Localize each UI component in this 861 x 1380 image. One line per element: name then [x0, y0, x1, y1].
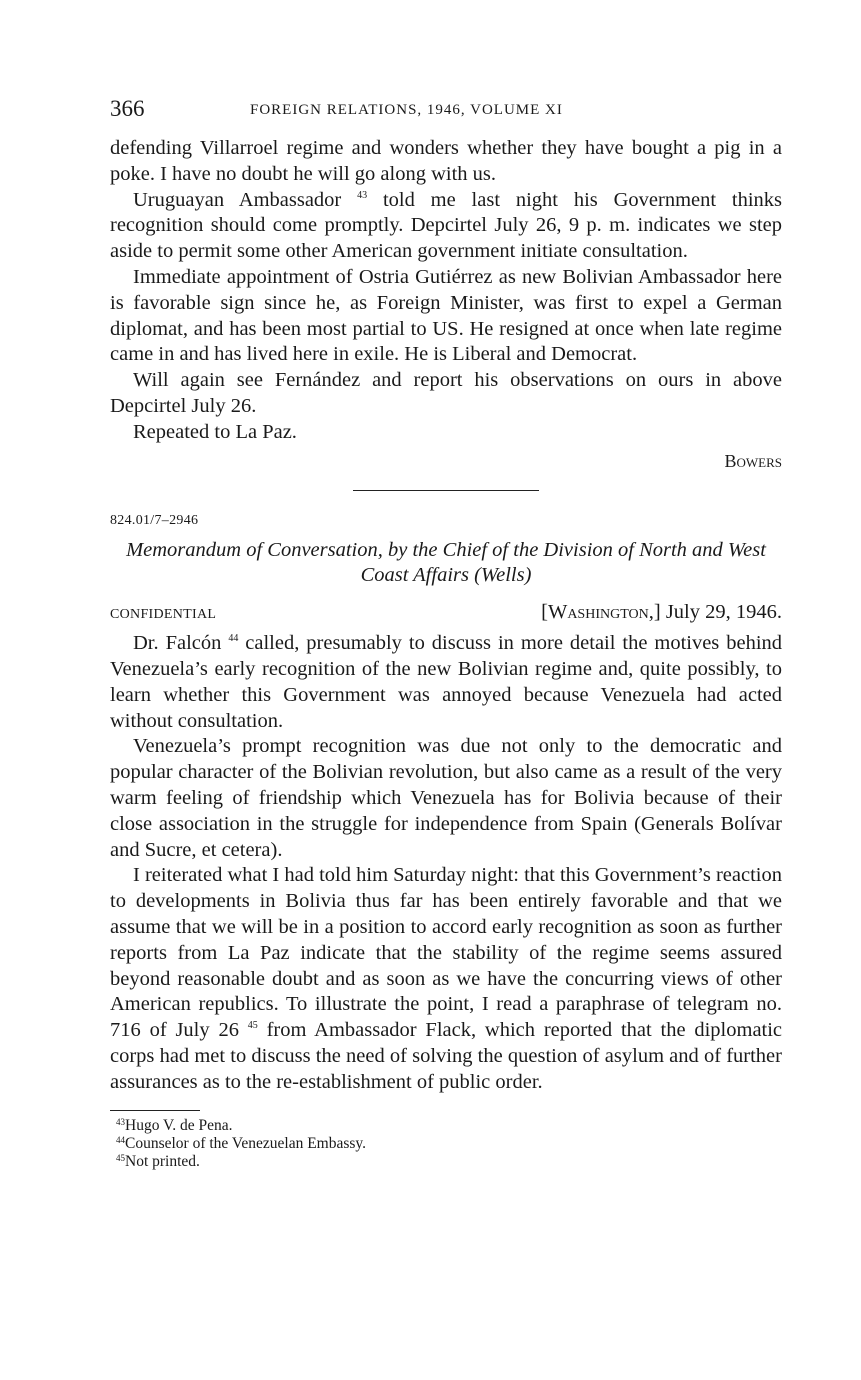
footnote: $^{45}$Not printed. [116, 1152, 200, 1170]
footnote-ref: 44 [228, 633, 239, 645]
page-number: 366 [110, 96, 145, 121]
telegram-continuation [110, 136, 782, 474]
paragraph: Uruguayan Ambassador $^{43}$ told me last night his Government thinks recognition should come promptly. Depcirtel July 26, 9 p. m. indicates we step aside to permit some other American government initiate consultation. [110, 188, 783, 263]
paragraph: I reiterated what I had told him Saturday night: that this Government’s reaction to developments in Bolivia thus far has been entirely favorable and that we assume that we will be in a position to accord early recognition as soon as further reports from La Paz indicate that the stability of the regime seems assured beyond reasonable doubt and as soon as we have the concurring views of other American republics. To illustrate the point, I read a paraphrase of telegram no. 716 of July 26 $^{45}$ from Ambassador Flack, which reported that the diplomatic corps had met to discuss the need of solving the question of asylum and of further assurances as to the re-establishment of public order. [110, 864, 783, 1093]
footnote: $^{43}$Hugo V. de Pena. [116, 1116, 233, 1134]
document-title: Memorandum of Conversation, by the Chief of the Division of North and West Coast Affairs (Wells) [126, 538, 766, 587]
footnote: $^{44}$Counselor of the Venezuelan Embassy. [116, 1134, 367, 1152]
running-head: FOREIGN RELATIONS, 1946, VOLUME XI [250, 102, 563, 118]
footnotes [110, 1117, 782, 1171]
footnote-divider [110, 1110, 200, 1111]
file-code: 824.01/7–2946 [110, 512, 199, 528]
section-divider [353, 490, 539, 491]
paragraph: Repeated to La Paz. [133, 420, 297, 443]
paragraph: Venezuela’s prompt recognition was due not only to the democratic and popular character of the Bolivian revolution, but also came as a result of the very warm feeling of friendship which Venezuela has for Bolivia because of their close association in the struggle for independence from Spain (Generals Bolívar and Sucre, et cetera). [110, 735, 782, 861]
classification-label: CONFIDENTIAL [110, 607, 217, 623]
footnote-ref: 45 [247, 1020, 258, 1032]
document-date: [Washington,] July 29, 1946. [541, 601, 782, 624]
page-header [110, 96, 782, 136]
paragraph: defending Villarroel regime and wonders whether they have bought a pig in a poke. I have no doubt he will go along with us. [110, 137, 782, 185]
memo-body [110, 631, 782, 1095]
footnote-ref: 43 [357, 189, 368, 201]
dateline [110, 601, 782, 631]
paragraph: Immediate appointment of Ostria Gutiérrez as new Bolivian Ambassador here is favorable sign since he, as Foreign Minister, was first to expel a German diplomat, and has been most partial to US. He resigned at once when late regime came in and has lived here in exile. He is Liberal and Democrat. [110, 265, 782, 366]
signature: Bowers [724, 450, 782, 471]
document-page [110, 96, 782, 1171]
paragraph: Will again see Fernández and report his observations on ours in above Depcirtel July 26. [110, 369, 782, 417]
paragraph: Dr. Falcón $^{44}$ called, presumably to discuss in more detail the motives behind Venezuela’s early recognition of the new Bolivian regime and, quite possibly, to learn whether this Government was annoyed because Venezuela had acted without consultation. [110, 632, 783, 732]
